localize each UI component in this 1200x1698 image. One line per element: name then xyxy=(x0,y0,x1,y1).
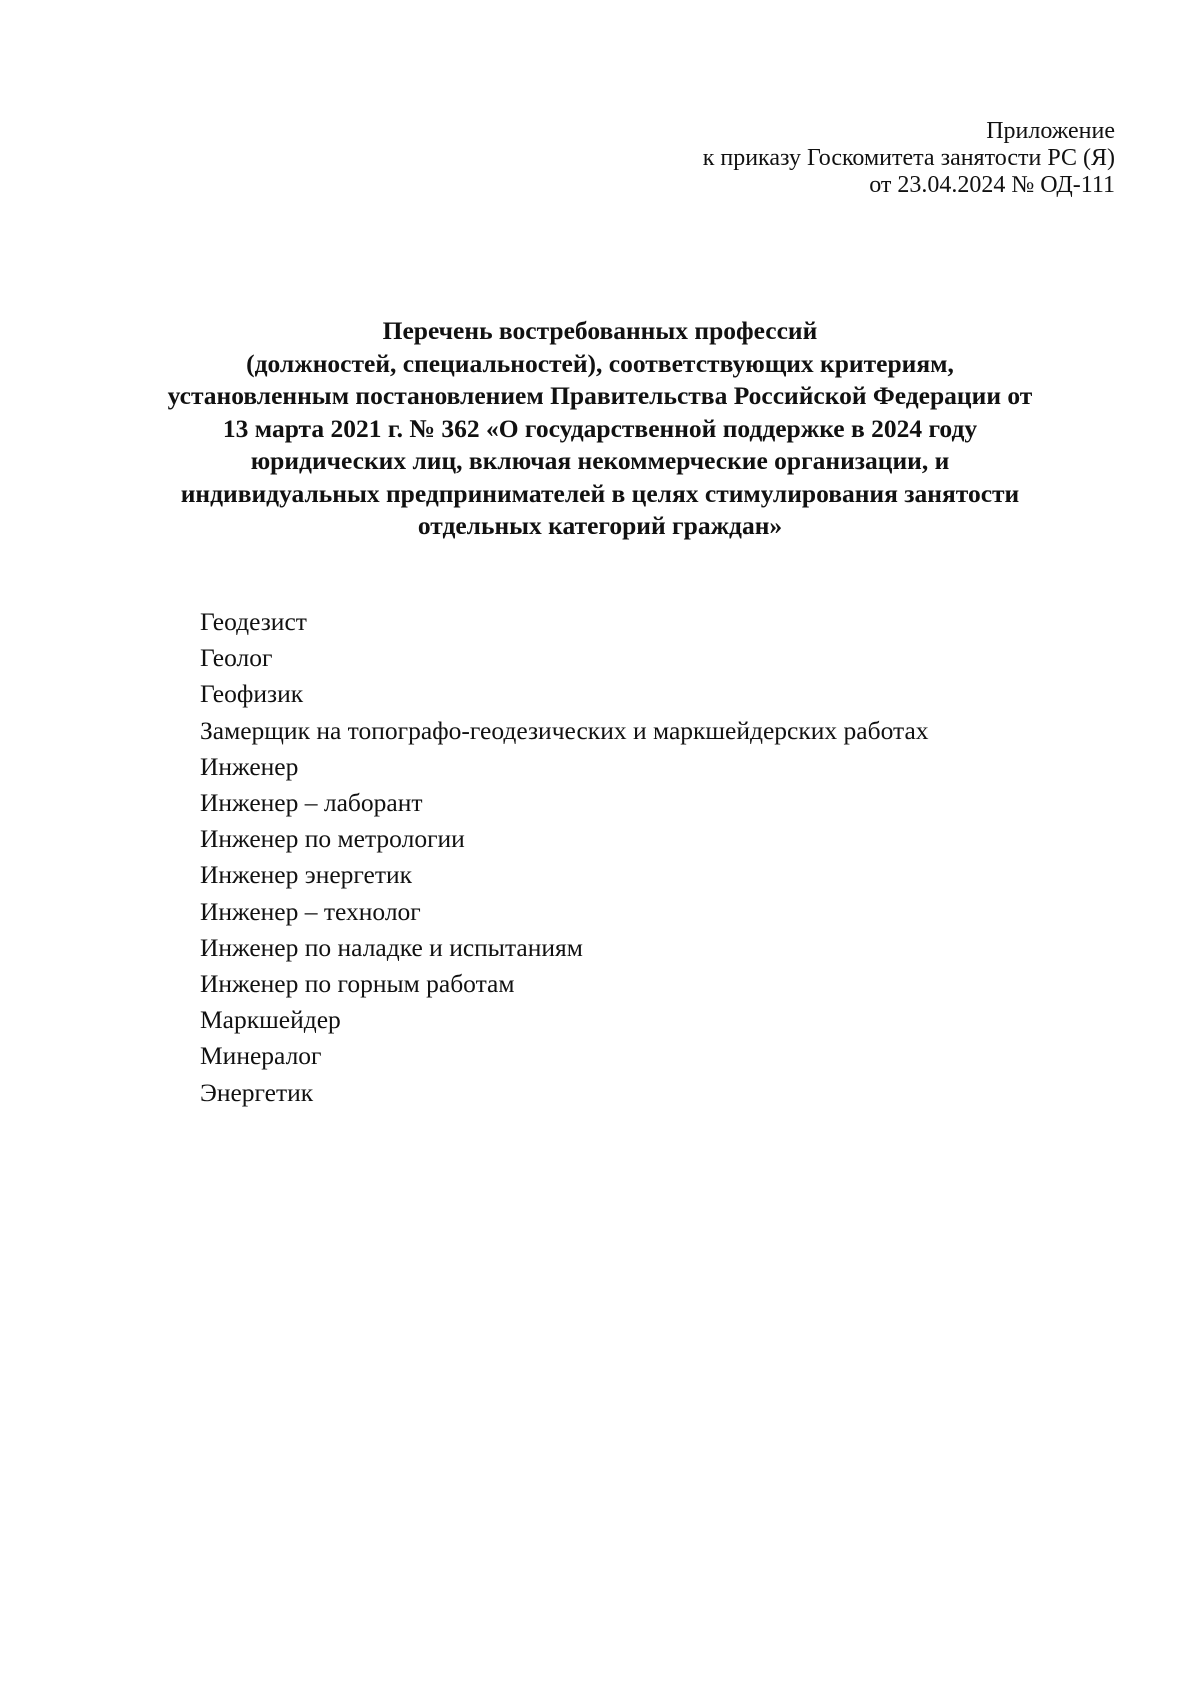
annex-order-reference: к приказу Госкомитета занятости РС (Я) xyxy=(702,145,1115,171)
title-line: 13 марта 2021 г. № 362 «О государственной поддержке в 2024 году xyxy=(222,413,978,443)
profession-item: Инженер по наладке и испытаниям xyxy=(200,932,583,962)
profession-item: Инженер xyxy=(200,751,299,781)
profession-item: Энергетик xyxy=(200,1077,314,1107)
annex-order-date-number: от 23.04.2024 № ОД-111 xyxy=(869,172,1115,198)
title-line: установленным постановлением Правительства Российской Федерации от xyxy=(167,381,1033,410)
profession-item: Замерщик на топографо-геодезических и маркшейдерских работах xyxy=(200,715,929,745)
profession-item: Инженер по горным работам xyxy=(200,969,515,999)
title-line: отдельных категорий граждан» xyxy=(417,511,783,540)
document-title xyxy=(100,315,1100,543)
title-line: индивидуальных предпринимателей в целях стимулирования занятости xyxy=(180,478,1020,508)
profession-item: Геодезист xyxy=(200,607,307,636)
profession-item: Инженер – лаборант xyxy=(200,788,423,818)
profession-item: Инженер – технолог xyxy=(200,896,421,926)
profession-item: Минералог xyxy=(200,1041,322,1071)
profession-item: Геофизик xyxy=(200,679,304,709)
title-line: Перечень востребованных профессий xyxy=(382,316,818,345)
profession-item: Инженер энергетик xyxy=(200,860,413,890)
profession-item: Геолог xyxy=(200,643,273,673)
annex-header xyxy=(703,118,1115,199)
title-line: (должностей, специальностей), соответствующих критериям, xyxy=(246,348,954,378)
profession-item: Маркшейдер xyxy=(200,1005,341,1035)
title-line: юридических лиц, включая некоммерческие организации, и xyxy=(250,446,950,475)
annex-label: Приложение xyxy=(986,118,1115,144)
professions-list xyxy=(200,604,929,1111)
profession-item: Инженер по метрологии xyxy=(200,824,465,854)
